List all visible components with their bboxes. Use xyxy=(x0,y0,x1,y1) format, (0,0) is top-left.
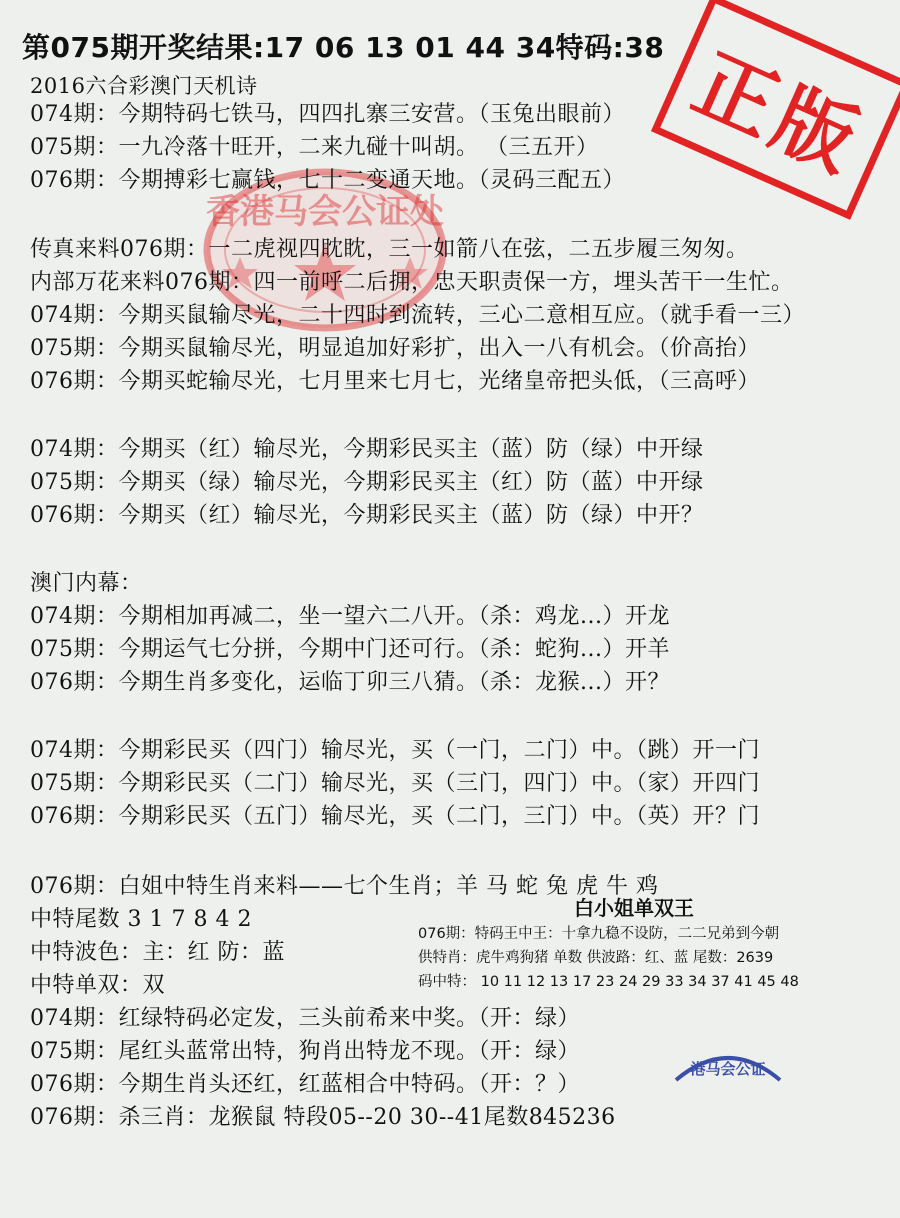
white-lady-line-2: 供特肖：虎牛鸡狗猪 单数 供波路：红、蓝 尾数：2639 xyxy=(418,950,774,966)
result-line-075: 075期：尾红头蓝常出特，狗肖出特龙不现。（开：绿） xyxy=(30,1039,580,1064)
kill-three-line: 076期：杀三肖：龙猴鼠 特段05--20 30--41尾数845236 xyxy=(30,1105,616,1130)
white-lady-title: 白小姐单双王 xyxy=(574,896,694,920)
poem-line-075: 075期：一九冷落十旺开，二来九碰十叫胡。 （三五开） xyxy=(30,135,599,160)
white-lady-zodiac-line: 076期：白姐中特生肖来料——七个生肖；羊 马 蛇 兔 虎 牛 鸡 xyxy=(30,874,659,899)
rat-line-074: 074期：今期买鼠输尽光，二十四时到流转，三心二意相互应。（就手看一三） xyxy=(30,303,805,328)
odd-even: 中特单双：双 xyxy=(30,973,166,998)
subtitle: 2016六合彩澳门天机诗 xyxy=(30,74,258,98)
snake-line-076: 076期：今期买蛇输尽光，七月里来七月七，光绪皇帝把头低，（三高呼） xyxy=(30,369,760,394)
macau-line-075: 075期：今期运气七分拼，今期中门还可行。（杀：蛇狗...）开羊 xyxy=(30,637,670,662)
door-line-074: 074期：今期彩民买（四门）输尽光，买（一门，二门）中。（跳）开一门 xyxy=(30,738,760,763)
stamp-text: 正版 xyxy=(680,35,876,191)
mini-seal-text: 港马会公证 xyxy=(690,1060,766,1078)
mini-seal xyxy=(668,1040,788,1086)
macau-line-076: 076期：今期生肖多变化，运临丁卯三八猜。（杀：龙猴...）开？ xyxy=(30,670,670,695)
authentic-stamp xyxy=(651,0,900,220)
macau-line-074: 074期：今期相加再减二，坐一望六二八开。（杀：鸡龙...）开龙 xyxy=(30,604,670,629)
fax-line: 传真来料076期：一二虎视四眈眈，三一如箭八在弦，二五步履三匆匆。 xyxy=(30,237,749,262)
tail-numbers: 中特尾数 3 1 7 8 4 2 xyxy=(30,907,252,932)
color-line-074: 074期：今期买（红）输尽光，今期彩民买主（蓝）防（绿）中开绿 xyxy=(30,437,704,462)
draw-result-header: 第075期开奖结果:17 06 13 01 44 34特码:38 xyxy=(22,31,665,64)
result-line-074: 074期：红绿特码必定发，三头前希来中奖。（开：绿） xyxy=(30,1006,580,1031)
color-line-076: 076期：今期买（红）输尽光，今期彩民买主（蓝）防（绿）中开？ xyxy=(30,503,704,528)
result-line-076: 076期：今期生肖头还红，红蓝相合中特码。（开：？） xyxy=(30,1072,580,1097)
white-lady-line-1: 076期：特码王中王：十拿九稳不设防，二二兄弟到今朝 xyxy=(418,926,780,942)
seal-text: 香港马会公证处 xyxy=(206,192,444,232)
poem-line-076: 076期：今期搏彩七赢钱，七十二变通天地。（灵码三配五） xyxy=(30,168,625,193)
macau-inside-title: 澳门内幕： xyxy=(30,571,143,596)
poem-line-074: 074期：今期特码七铁马，四四扎寨三安营。（玉兔出眼前） xyxy=(30,102,625,127)
white-lady-line-3: 码中特： 10 11 12 13 17 23 24 29 33 34 37 41 45 48 xyxy=(418,974,799,990)
wave-color: 中特波色：主：红 防：蓝 xyxy=(30,940,285,965)
rat-line-075: 075期：今期买鼠输尽光，明显追加好彩扩，出入一八有机会。（价高抬） xyxy=(30,336,760,361)
door-line-075: 075期：今期彩民买（二门）输尽光，买（三门，四门）中。（家）开四门 xyxy=(30,771,760,796)
color-line-075: 075期：今期买（绿）输尽光，今期彩民买主（红）防（蓝）中开绿 xyxy=(30,470,704,495)
internal-line: 内部万花来料076期：四一前呼二后拥，忠天职责保一方，埋头苦干一生忙。 xyxy=(30,270,794,295)
door-line-076: 076期：今期彩民买（五门）输尽光，买（二门，三门）中。（英）开？门 xyxy=(30,804,760,829)
